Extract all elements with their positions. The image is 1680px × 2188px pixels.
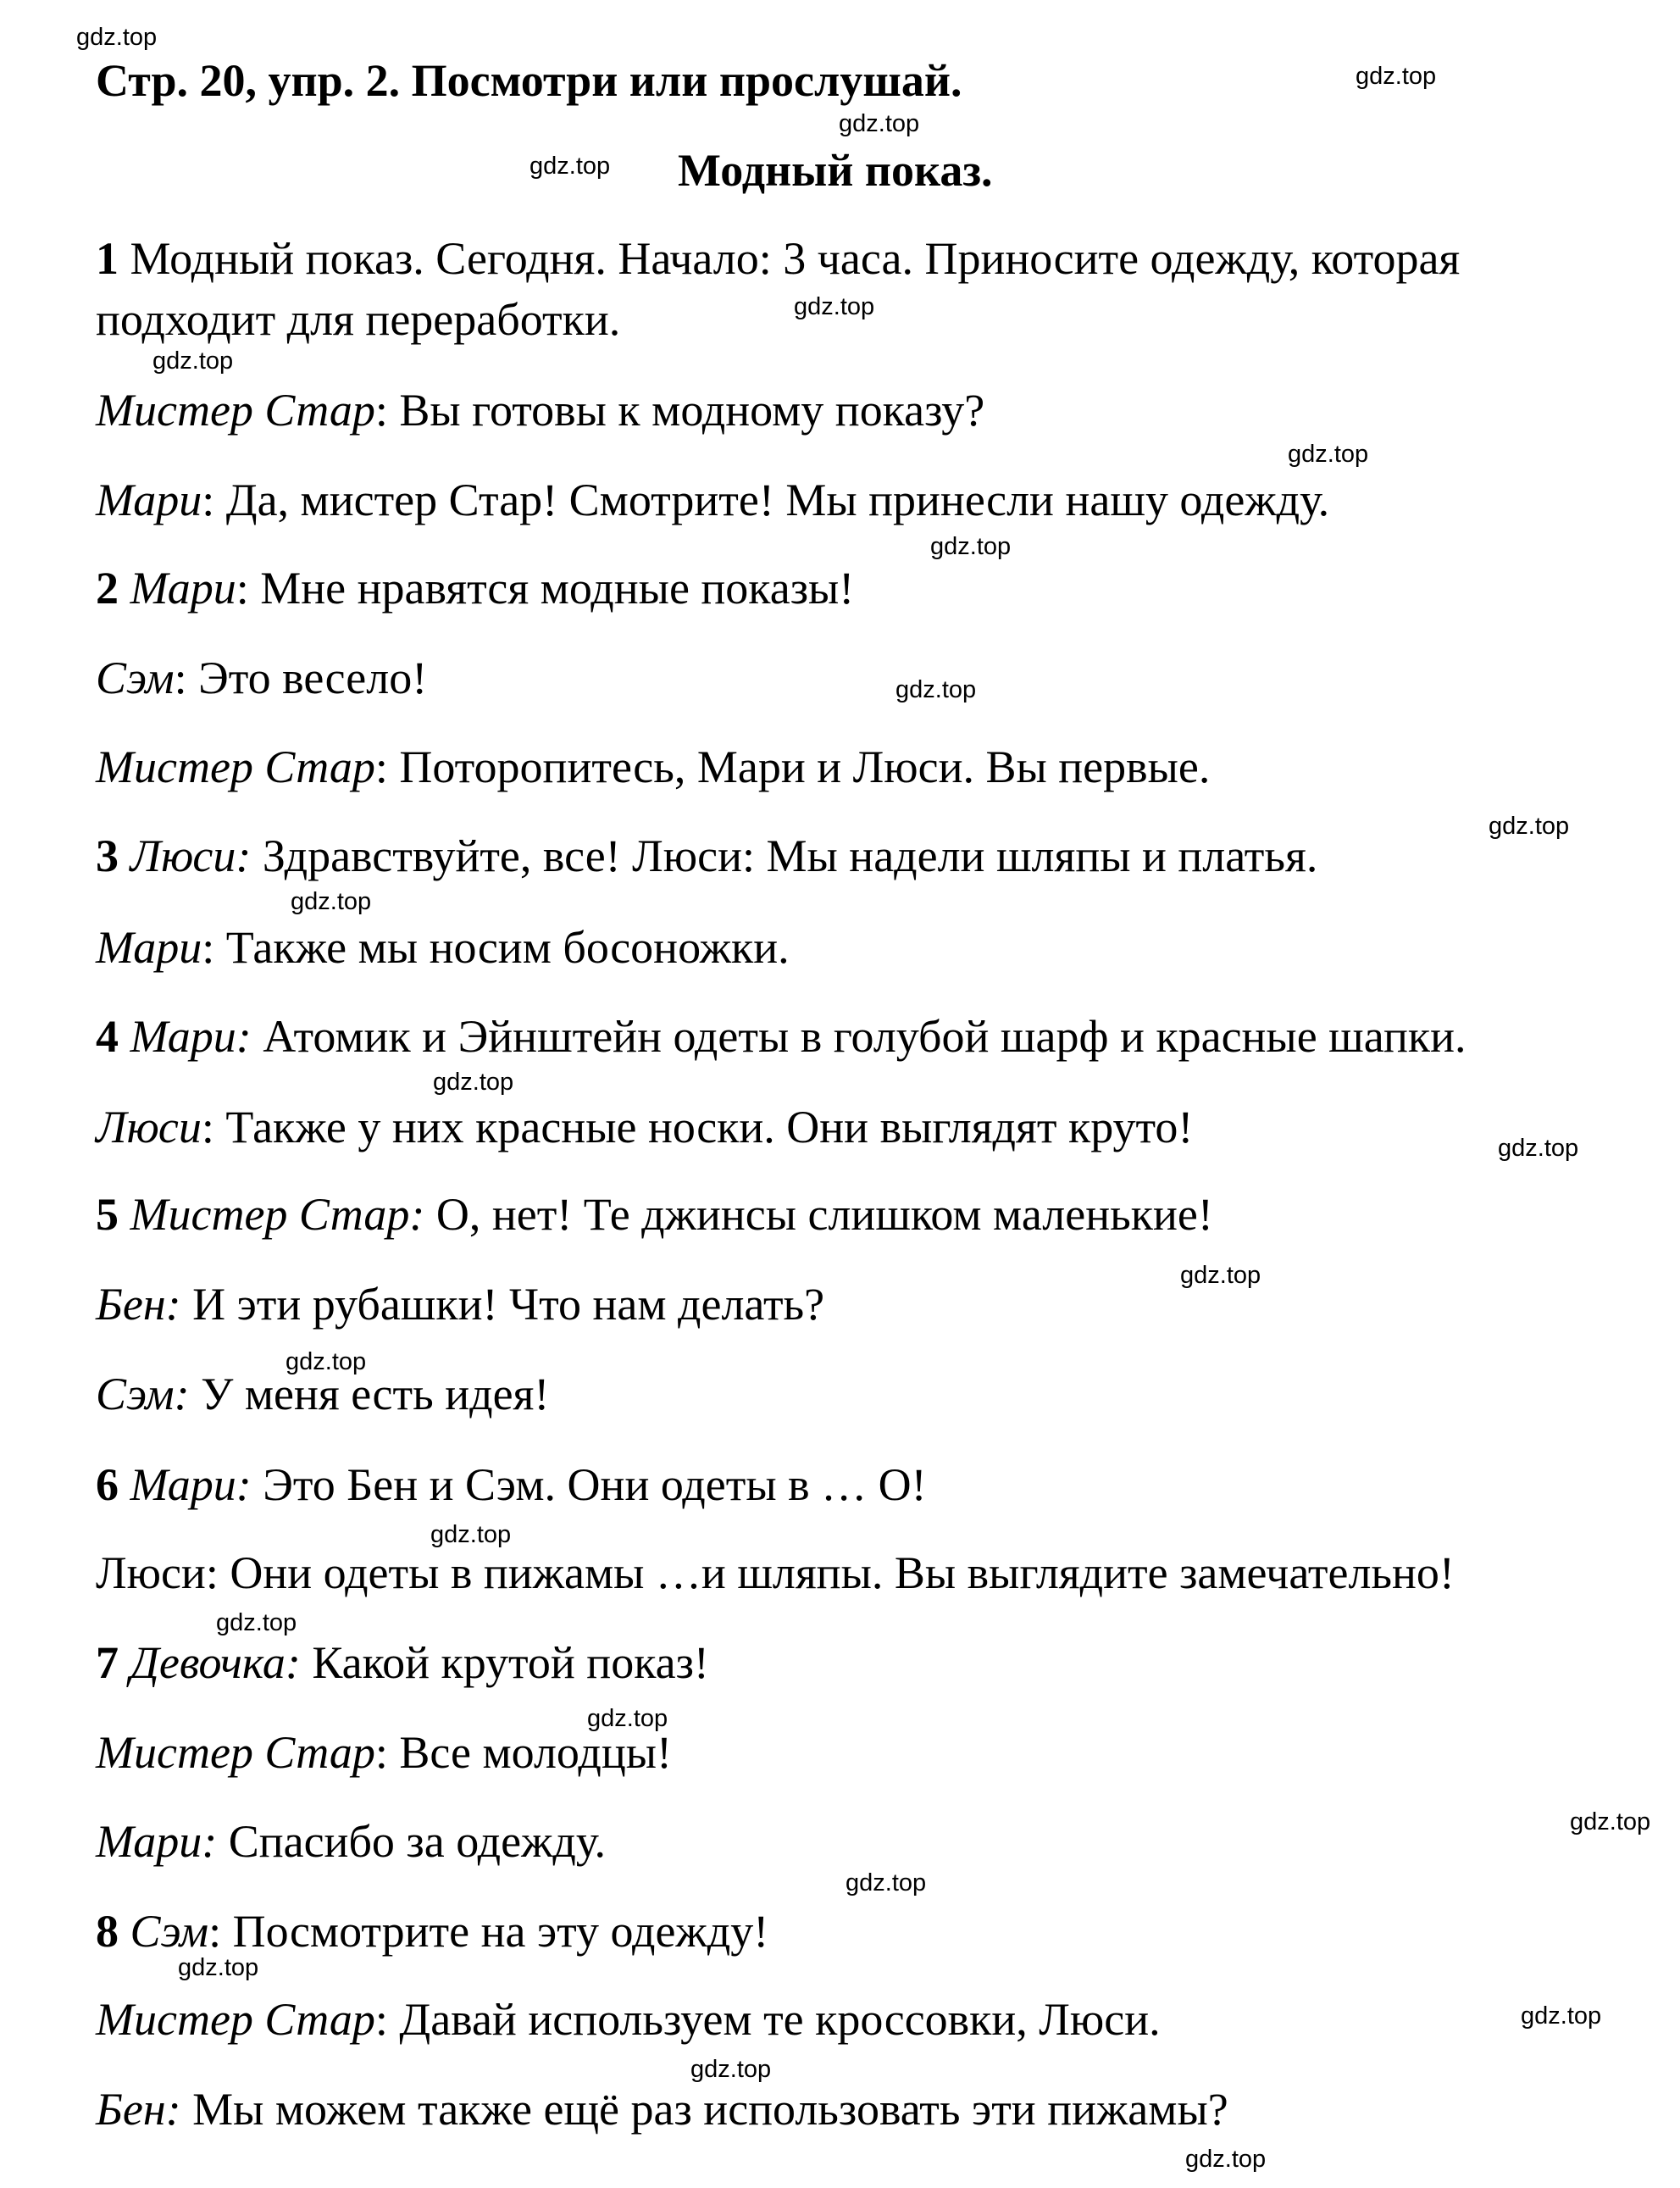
line-number: 3 — [96, 830, 119, 881]
separator — [252, 1011, 263, 1062]
watermark-text: gdz.top — [178, 1954, 259, 1981]
watermark-text: gdz.top — [1356, 63, 1437, 90]
speaker-name: Мистер Стар — [96, 1994, 375, 2045]
dialogue-line — [96, 233, 1461, 284]
watermark-text: gdz.top — [286, 1348, 367, 1375]
separator: : — [374, 1727, 400, 1778]
dialogue-line — [96, 385, 985, 436]
dialogue-line — [96, 1906, 769, 1957]
line-number: 7 — [96, 1637, 119, 1688]
line-text: Вы готовы к модному показу? — [399, 385, 985, 436]
separator — [251, 830, 263, 881]
separator: : — [208, 1906, 233, 1957]
line-text: Все молодцы! — [399, 1727, 672, 1778]
dialogue-line — [96, 477, 1329, 523]
separator — [424, 1189, 436, 1240]
watermark-text: gdz.top — [1570, 1808, 1651, 1835]
watermark-text: gdz.top — [1180, 1262, 1261, 1289]
dialogue-line — [96, 1816, 606, 1867]
separator: : — [374, 1994, 400, 2045]
watermark-text: gdz.top — [1489, 813, 1570, 840]
line-text: Поторопитесь, Мари и Люси. Вы первые. — [399, 741, 1211, 792]
line-text: Какой крутой показ! — [312, 1637, 709, 1688]
line-number: 4 — [96, 1011, 119, 1062]
dialogue-line — [96, 1459, 927, 1510]
line-text: Атомик и Эйнштейн одеты в голубой шарф и красные шапки. — [263, 1011, 1467, 1062]
separator — [217, 1816, 229, 1867]
line-text: Также у них красные носки. Они выглядят круто! — [225, 1102, 1194, 1152]
line-text: Модный показ. Сегодня. Начало: 3 часа. Приносите одежду, которая — [119, 233, 1461, 284]
watermark-text: gdz.top — [1288, 441, 1369, 468]
dialogue-line — [96, 1994, 1161, 2045]
dialogue-line — [96, 563, 855, 614]
dialogue-line — [96, 1637, 709, 1688]
dialogue-line — [96, 830, 1318, 881]
dialogue-line — [96, 2084, 1228, 2135]
separator: : — [374, 741, 400, 792]
speaker-name: Мари — [96, 922, 202, 973]
watermark-text: gdz.top — [433, 1069, 514, 1096]
speaker-name: Мари — [96, 475, 202, 525]
dialogue-line — [96, 1104, 1193, 1150]
speaker-name: Мистер Стар — [96, 741, 375, 792]
separator: : — [236, 563, 261, 614]
watermark-text: gdz.top — [690, 2056, 772, 2083]
speaker-name: Мари: — [119, 1011, 252, 1062]
speaker-name: Люси: — [119, 830, 252, 881]
dialogue-line — [96, 1727, 672, 1778]
line-number: 2 — [96, 563, 119, 614]
line-number: 5 — [96, 1189, 119, 1240]
speaker-name: Мистер Стар — [96, 385, 375, 436]
watermark-text: gdz.top — [291, 888, 372, 915]
line-text: Давай используем те кроссовки, Люси. — [399, 1994, 1161, 2045]
line-text: Мы можем также ещё раз использовать эти пижамы? — [192, 2084, 1228, 2135]
speaker-name: Сэм — [96, 653, 175, 703]
line-text: Да, мистер Стар! Смотрите! Мы принесли нашу одежду. — [225, 475, 1330, 525]
watermark-text: gdz.top — [794, 293, 875, 320]
watermark-text: gdz.top — [846, 1869, 927, 1896]
dialogue-line — [96, 1547, 1455, 1598]
separator — [301, 1637, 313, 1688]
speaker-name: Сэм: — [96, 1369, 190, 1419]
dialogue-line — [96, 922, 790, 973]
separator: : — [202, 475, 226, 525]
separator — [190, 1369, 202, 1419]
dialogue-line — [96, 1371, 549, 1417]
dialogue-line — [96, 1279, 825, 1330]
line-number: 1 — [96, 233, 119, 284]
speaker-name: Мари: — [119, 1459, 252, 1510]
dialogue-line — [96, 655, 427, 701]
line-text: Здравствуйте, все! Люси: Мы надели шляпы и платья. — [262, 830, 1318, 881]
speaker-name: Бен: — [96, 1279, 181, 1330]
watermark-text: gdz.top — [216, 1609, 297, 1636]
line-text: У меня есть идея! — [201, 1369, 550, 1419]
watermark-text: gdz.top — [1185, 2146, 1267, 2173]
separator — [181, 1279, 193, 1330]
line-text: подходит для переработки. — [96, 294, 621, 345]
line-text: Спасибо за одежду. — [228, 1816, 606, 1867]
watermark-text: gdz.top — [587, 1705, 668, 1732]
line-text: Мне нравятся модные показы! — [260, 563, 855, 614]
dialogue-line — [96, 1189, 1213, 1240]
separator: : — [374, 385, 400, 436]
watermark-text: gdz.top — [76, 24, 158, 51]
watermark-text: gdz.top — [930, 533, 1012, 560]
separator: : — [201, 1102, 226, 1152]
line-text: Также мы носим босоножки. — [225, 922, 790, 973]
watermark-text: gdz.top — [1498, 1135, 1579, 1162]
line-text: И эти рубашки! Что нам делать? — [192, 1279, 825, 1330]
speaker-name: Девочка: — [119, 1637, 301, 1688]
dialogue-line — [96, 1011, 1467, 1062]
watermark-text: gdz.top — [152, 347, 234, 375]
text-title: Модный показ. — [678, 145, 993, 196]
speaker-name: Бен: — [96, 2084, 181, 2135]
separator: : — [202, 922, 226, 973]
watermark-text: gdz.top — [895, 676, 977, 703]
separator — [181, 2084, 193, 2135]
line-number: 8 — [96, 1906, 119, 1957]
separator — [252, 1459, 263, 1510]
line-text: Посмотрите на эту одежду! — [232, 1906, 769, 1957]
line-text: Это Бен и Сэм. Они одеты в … О! — [263, 1459, 927, 1510]
speaker-name: Сэм — [119, 1906, 209, 1957]
watermark-text: gdz.top — [430, 1521, 512, 1548]
line-number: 6 — [96, 1459, 119, 1510]
watermark-text: gdz.top — [839, 110, 920, 137]
speaker-name: Мистер Стар — [96, 1727, 375, 1778]
line-text: О, нет! Те джинсы слишком маленькие! — [435, 1189, 1213, 1240]
line-text: Это весело! — [198, 653, 428, 703]
separator: : — [174, 653, 199, 703]
speaker-name: Мари: — [96, 1816, 218, 1867]
dialogue-line — [96, 294, 621, 345]
speaker-name: Мистер Стар: — [119, 1189, 425, 1240]
speaker-name: Люси — [96, 1102, 202, 1152]
page-title: Стр. 20, упр. 2. Посмотри или прослушай. — [96, 55, 962, 106]
speaker-name: Мари — [119, 563, 236, 614]
line-text: Люси: Они одеты в пижамы …и шляпы. Вы выглядите замечательно! — [96, 1547, 1455, 1598]
watermark-text: gdz.top — [530, 153, 611, 180]
watermark-text: gdz.top — [1521, 2002, 1602, 2030]
dialogue-line — [96, 741, 1211, 792]
